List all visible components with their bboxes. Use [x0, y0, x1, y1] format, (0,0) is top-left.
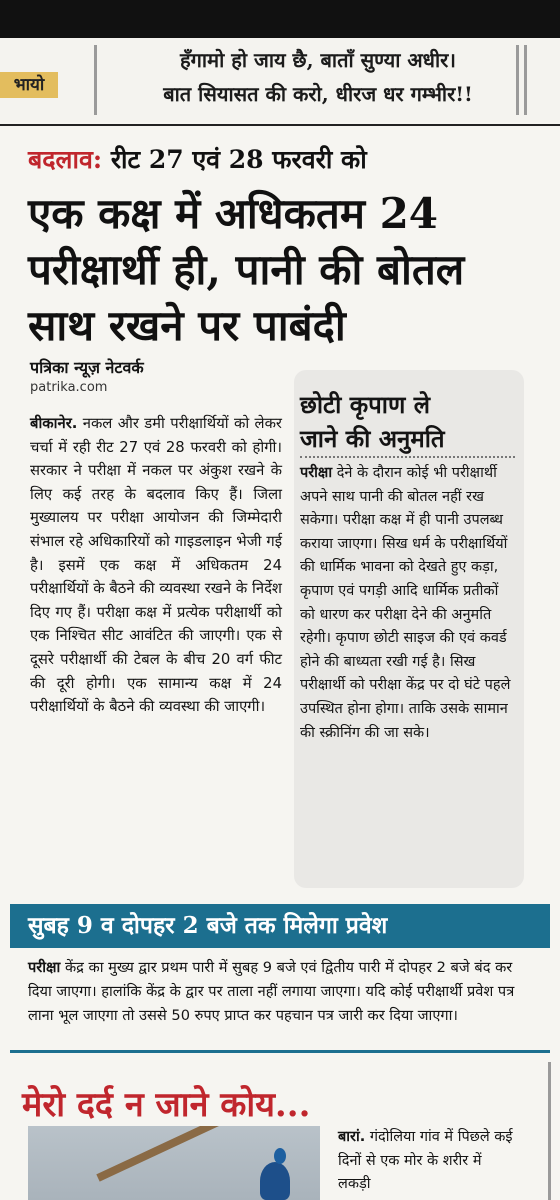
headline-line: एक कक्ष में अधिकतम 24: [28, 189, 439, 238]
sidebar-title-line: छोटी कृपाण ले: [300, 390, 430, 419]
entry-body: [28, 956, 528, 1028]
second-dateline: बारां.: [338, 1129, 366, 1145]
entry-heading: सुबह 9 व दोपहर 2 बजे तक मिलेगा प्रवेश: [10, 904, 490, 948]
entry-text: केंद्र का मुख्य द्वार प्रथम पारी में सुबह 9 बजे एवं द्वितीय पारी में दोपहर 2 बजे बंद कर दिया जाएगा। हालांकि केंद्र के द्वार पर ताला नहीं लगाया जाएगा। यदि कोई परीक्षार्थी प्रवेश पत्र लाना भूल जाएगा तो उससे 50 रुपए प्राप्त कर पहचान पत्र जारी कर दिया जाएगा।: [28, 959, 515, 1024]
kicker-text: रीट 27 एवं 28 फरवरी को: [110, 145, 367, 174]
article-headline: [28, 186, 548, 354]
second-body: [338, 1126, 518, 1197]
column-divider: [548, 1062, 551, 1200]
headline-line: साथ रखने पर पाबंदी: [28, 301, 346, 350]
column-divider: [524, 45, 527, 115]
sidebar-text: देने के दौरान कोई भी परीक्षार्थी अपने साथ पानी की बोतल नहीं रख सकेगा। परीक्षा कक्ष में ही पानी उपलब्ध कराया जाएगा। सिख धर्म के परीक्षार्थियों की धार्मिक भावना को देखते हुए कड़ा, कृपाण एवं पगड़ी आदि धार्मिक प्रतीकों को धारण कर परीक्षा देने की अनुमति रहेगी। कृपाण छोटी साइज की एवं कवर्ड होने की बाध्यता रखी गई है। सिख परीक्षार्थी को परीक्षा केंद्र पर दो घंटे पहले उपस्थित होना होगा। ताकि उसके सामान की स्क्रीनिंग की जा सके।: [300, 465, 511, 741]
poem-line: बात सियासत की करो, धीरज धर गम्भीर!!: [163, 82, 473, 106]
source-site: patrika.com: [30, 380, 108, 395]
peacock-head-shape: [274, 1148, 286, 1164]
column-tag: भायो: [0, 72, 58, 98]
status-bar: [0, 0, 560, 38]
kicker-label: बदलाव:: [28, 145, 103, 174]
article-body: [30, 412, 282, 719]
entry-heading-bar: [490, 904, 550, 948]
body-text: नकल और डमी परीक्षार्थियों को लेकर चर्चा में रही रीट 27 एवं 28 फरवरी को होगी। सरकार ने परीक्षा में नकल पर अंकुश रखने के लिए कई तरह के बदलाव किए हैं। जिला मुख्यालय पर परीक्षा आयोजन की जिम्मेदारी संभाल रहे अधिकारियों को गाइडलाइन भेजी गई है। इसमें एक कक्ष में अधिकतम 24 परीक्षार्थियों के बैठने की व्यवस्था रखने के निर्देश दिए गए हैं। परीक्षा कक्ष में प्रत्येक परीक्षार्थी को एक निश्चित सीट आवंटित की जाएगी। एक से दूसरे परीक्षार्थी की टेबल के बीच 20 वर्ग फीट की दूरी होगी। एक सामान्य कक्ष में 24 परीक्षार्थियों के बैठने की व्यवस्था की जाएगी।: [30, 415, 282, 716]
sidebar-title: [300, 388, 510, 456]
entry-lead: परीक्षा: [28, 959, 61, 976]
sidebar-lead: परीक्षा: [300, 465, 333, 481]
poem-line: हँगामो हो जाय छै, बाताँ सुण्या अधीर।: [180, 48, 456, 72]
dateline: बीकानेर.: [30, 415, 78, 432]
second-headline: मेरो दर्द न जाने कोय...: [22, 1085, 311, 1125]
article-kicker: [28, 142, 367, 176]
sidebar-title-line: जाने की अनुमति: [300, 424, 445, 453]
second-text: गंदोलिया गांव में पिछले कई दिनों से एक मोर के शरीर में लकड़ी: [338, 1129, 513, 1192]
stick-shape: [96, 1126, 226, 1182]
sidebar-body: [300, 462, 515, 745]
sidebar-divider: [300, 456, 515, 458]
byline: पत्रिका न्यूज़ नेटवर्क: [30, 358, 144, 377]
divider-line: [0, 124, 560, 126]
peacock-shape: [260, 1162, 290, 1200]
peacock-photo: [28, 1126, 320, 1200]
column-divider: [94, 45, 97, 115]
headline-line: परीक्षार्थी ही, पानी की बोतल: [28, 245, 465, 294]
